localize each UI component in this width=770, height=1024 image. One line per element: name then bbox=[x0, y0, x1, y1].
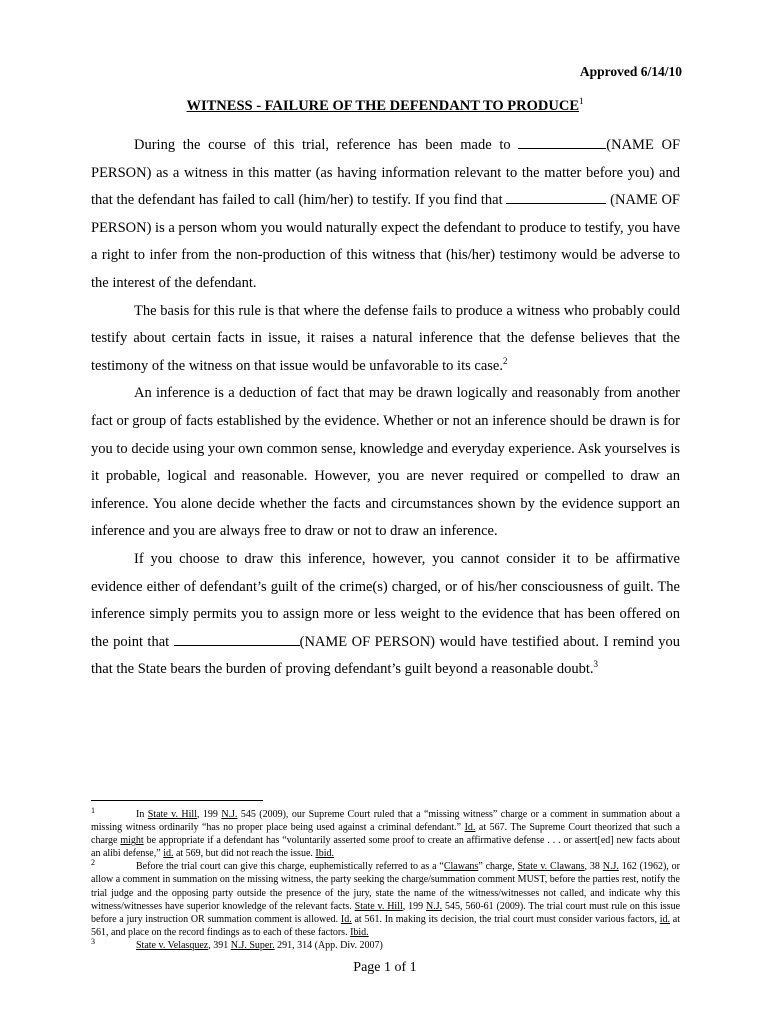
reporter-citation: N.J. Super. bbox=[230, 939, 275, 951]
p1-text-b: (NAME OF PERSON) as a witness in this matter (as having information relevant to the matter before you) and that the defendant has failed to call (him/her) to testify. If you find that bbox=[91, 137, 681, 209]
fn2-text: , 199 bbox=[402, 900, 426, 912]
paragraph-3: An inference is a deduction of fact that may be drawn logically and reasonably from another fact or group of facts established by the evidence. Whether or not an inference should be drawn is for you to decide using your own common sense, knowledge and everyday experience. Ask yourselves is it probable, logical and reasonable. However, you are never required or compelled to draw an inference. You alone decide whether the facts and circumstances shown by the evidence support an inference and you are always free to draw or not to draw an inference. bbox=[91, 385, 680, 540]
id-citation: id. bbox=[659, 913, 671, 925]
case-citation: State v. Hill bbox=[354, 900, 403, 912]
instruction-body bbox=[91, 132, 680, 684]
footnote-1-number: 1 bbox=[91, 806, 95, 815]
fn2-text: at 561. In making its decision, the trial court must consider various factors, bbox=[351, 913, 660, 925]
footnote-ref-3: 3 bbox=[593, 659, 599, 670]
approval-date: Approved 6/14/10 bbox=[579, 64, 682, 79]
id-citation: Id. bbox=[464, 822, 476, 834]
footnote-separator bbox=[91, 800, 263, 801]
footnote-ref-2: 2 bbox=[502, 355, 508, 366]
id-citation: id. bbox=[163, 848, 174, 860]
fn1-text: be appropriate if a defendant has “voluntarily asserted some proof to create an affirmative defense . . . or assert[ed] new facts about an alibi defense,” bbox=[91, 835, 681, 860]
footnote-3 bbox=[91, 936, 680, 952]
p4-text-b: (NAME OF PERSON) would have testified about. I remind you that the State bears the burden of proving defendant’s guilt beyond a reasonable doubt. bbox=[91, 633, 680, 678]
fn1-text: In bbox=[136, 809, 148, 820]
fn2-text: 545, 560-61 (2009). The trial court must rule on this issue before a jury instruction OR summation comment is allowed. bbox=[91, 900, 681, 925]
case-citation: State v. Clawans bbox=[517, 861, 585, 873]
footnotes bbox=[91, 808, 680, 952]
footnote-1 bbox=[91, 808, 680, 860]
p1-text-c: (NAME OF PERSON) is a person whom you would naturally expect the defendant to produce to testify, you have a right to infer from the non-production of this witness that (his/her) testimony would be adverse to the interest of the defendant. bbox=[91, 192, 681, 291]
fn2-text: 162 (1962), or allow a comment in summation on the missing witness, the party seeking the charge/summation comment MUST, before the parties rest, notify the trial judge and the opposing party outside the presence of the jury, state the name of the witness/witnesses not called, and indicate why this witness/witnesses have superior knowledge of the relevant facts. bbox=[91, 861, 680, 912]
name-blank-3 bbox=[174, 633, 300, 646]
paragraph-2 bbox=[91, 298, 680, 381]
name-blank-2 bbox=[506, 191, 606, 204]
title-text: WITNESS - FAILURE OF THE DEFENDANT TO PRODUCE bbox=[186, 98, 579, 114]
p1-text-a: During the course of this trial, reference has been made to bbox=[134, 137, 519, 153]
reporter-citation: N.J. bbox=[602, 861, 619, 873]
page-title bbox=[0, 98, 770, 115]
ibid-citation: Ibid. bbox=[315, 848, 334, 860]
fn3-text: 291, 314 (App. Div. 2007) bbox=[274, 939, 383, 951]
fn2-text: ” charge, bbox=[478, 861, 518, 873]
page-number: Page 1 of 1 bbox=[353, 960, 417, 975]
p2-text: The basis for this rule is that where the defense fails to produce a witness who probably could testify about certain facts in issue, it raises a natural inference that the defense believes that the testimony of the witness on that issue would be unfavorable to its case. bbox=[91, 302, 680, 374]
fn1-text: 545 (2009), our Supreme Court ruled that a “missing witness” charge or a comment in summation about a missing witness ordinarily “has no proper place being used against a criminal defendant.” bbox=[91, 809, 680, 834]
footnote-ref-1: 1 bbox=[579, 96, 584, 107]
footnote-3-number: 3 bbox=[91, 936, 95, 946]
p4-text-a: If you choose to draw this inference, however, you cannot consider it to be affirmative evidence either of defendant’s guilt of the crime(s) charged, or of his/her consciousness of guilt. The inference simply permits you to assign more or less weight to the evidence that has been offered on the point that bbox=[91, 550, 680, 650]
fn3-text: , 391 bbox=[208, 939, 231, 951]
fn2-text: , 38 bbox=[584, 861, 603, 873]
reporter-citation: N.J. bbox=[221, 809, 238, 820]
reporter-citation: N.J. bbox=[425, 900, 443, 912]
fn1-text: at 567. The Supreme Court theorized that such a charge bbox=[91, 822, 680, 847]
footnote-2 bbox=[91, 860, 680, 939]
id-citation: Id. bbox=[340, 913, 352, 925]
case-citation: State v. Velasquez bbox=[136, 939, 209, 951]
emphasis-might: might bbox=[120, 835, 144, 847]
footnote-2-number: 2 bbox=[91, 858, 95, 868]
fn2-text: at 561, and place on the record findings as to each of these factors. bbox=[91, 913, 681, 938]
name-blank-1 bbox=[518, 136, 606, 149]
fn1-text: at 569, but did not reach the issue. bbox=[173, 848, 316, 860]
clawans-term: Clawans bbox=[443, 861, 479, 873]
fn1-text: , 199 bbox=[196, 809, 222, 820]
case-citation: State v. Hill bbox=[147, 809, 197, 820]
paragraph-1 bbox=[91, 132, 680, 298]
fn2-text: Before the trial court can give this charge, euphemistically referred to as a “ bbox=[136, 861, 444, 873]
paragraph-4 bbox=[91, 546, 680, 684]
ibid-citation: Ibid. bbox=[350, 926, 369, 938]
